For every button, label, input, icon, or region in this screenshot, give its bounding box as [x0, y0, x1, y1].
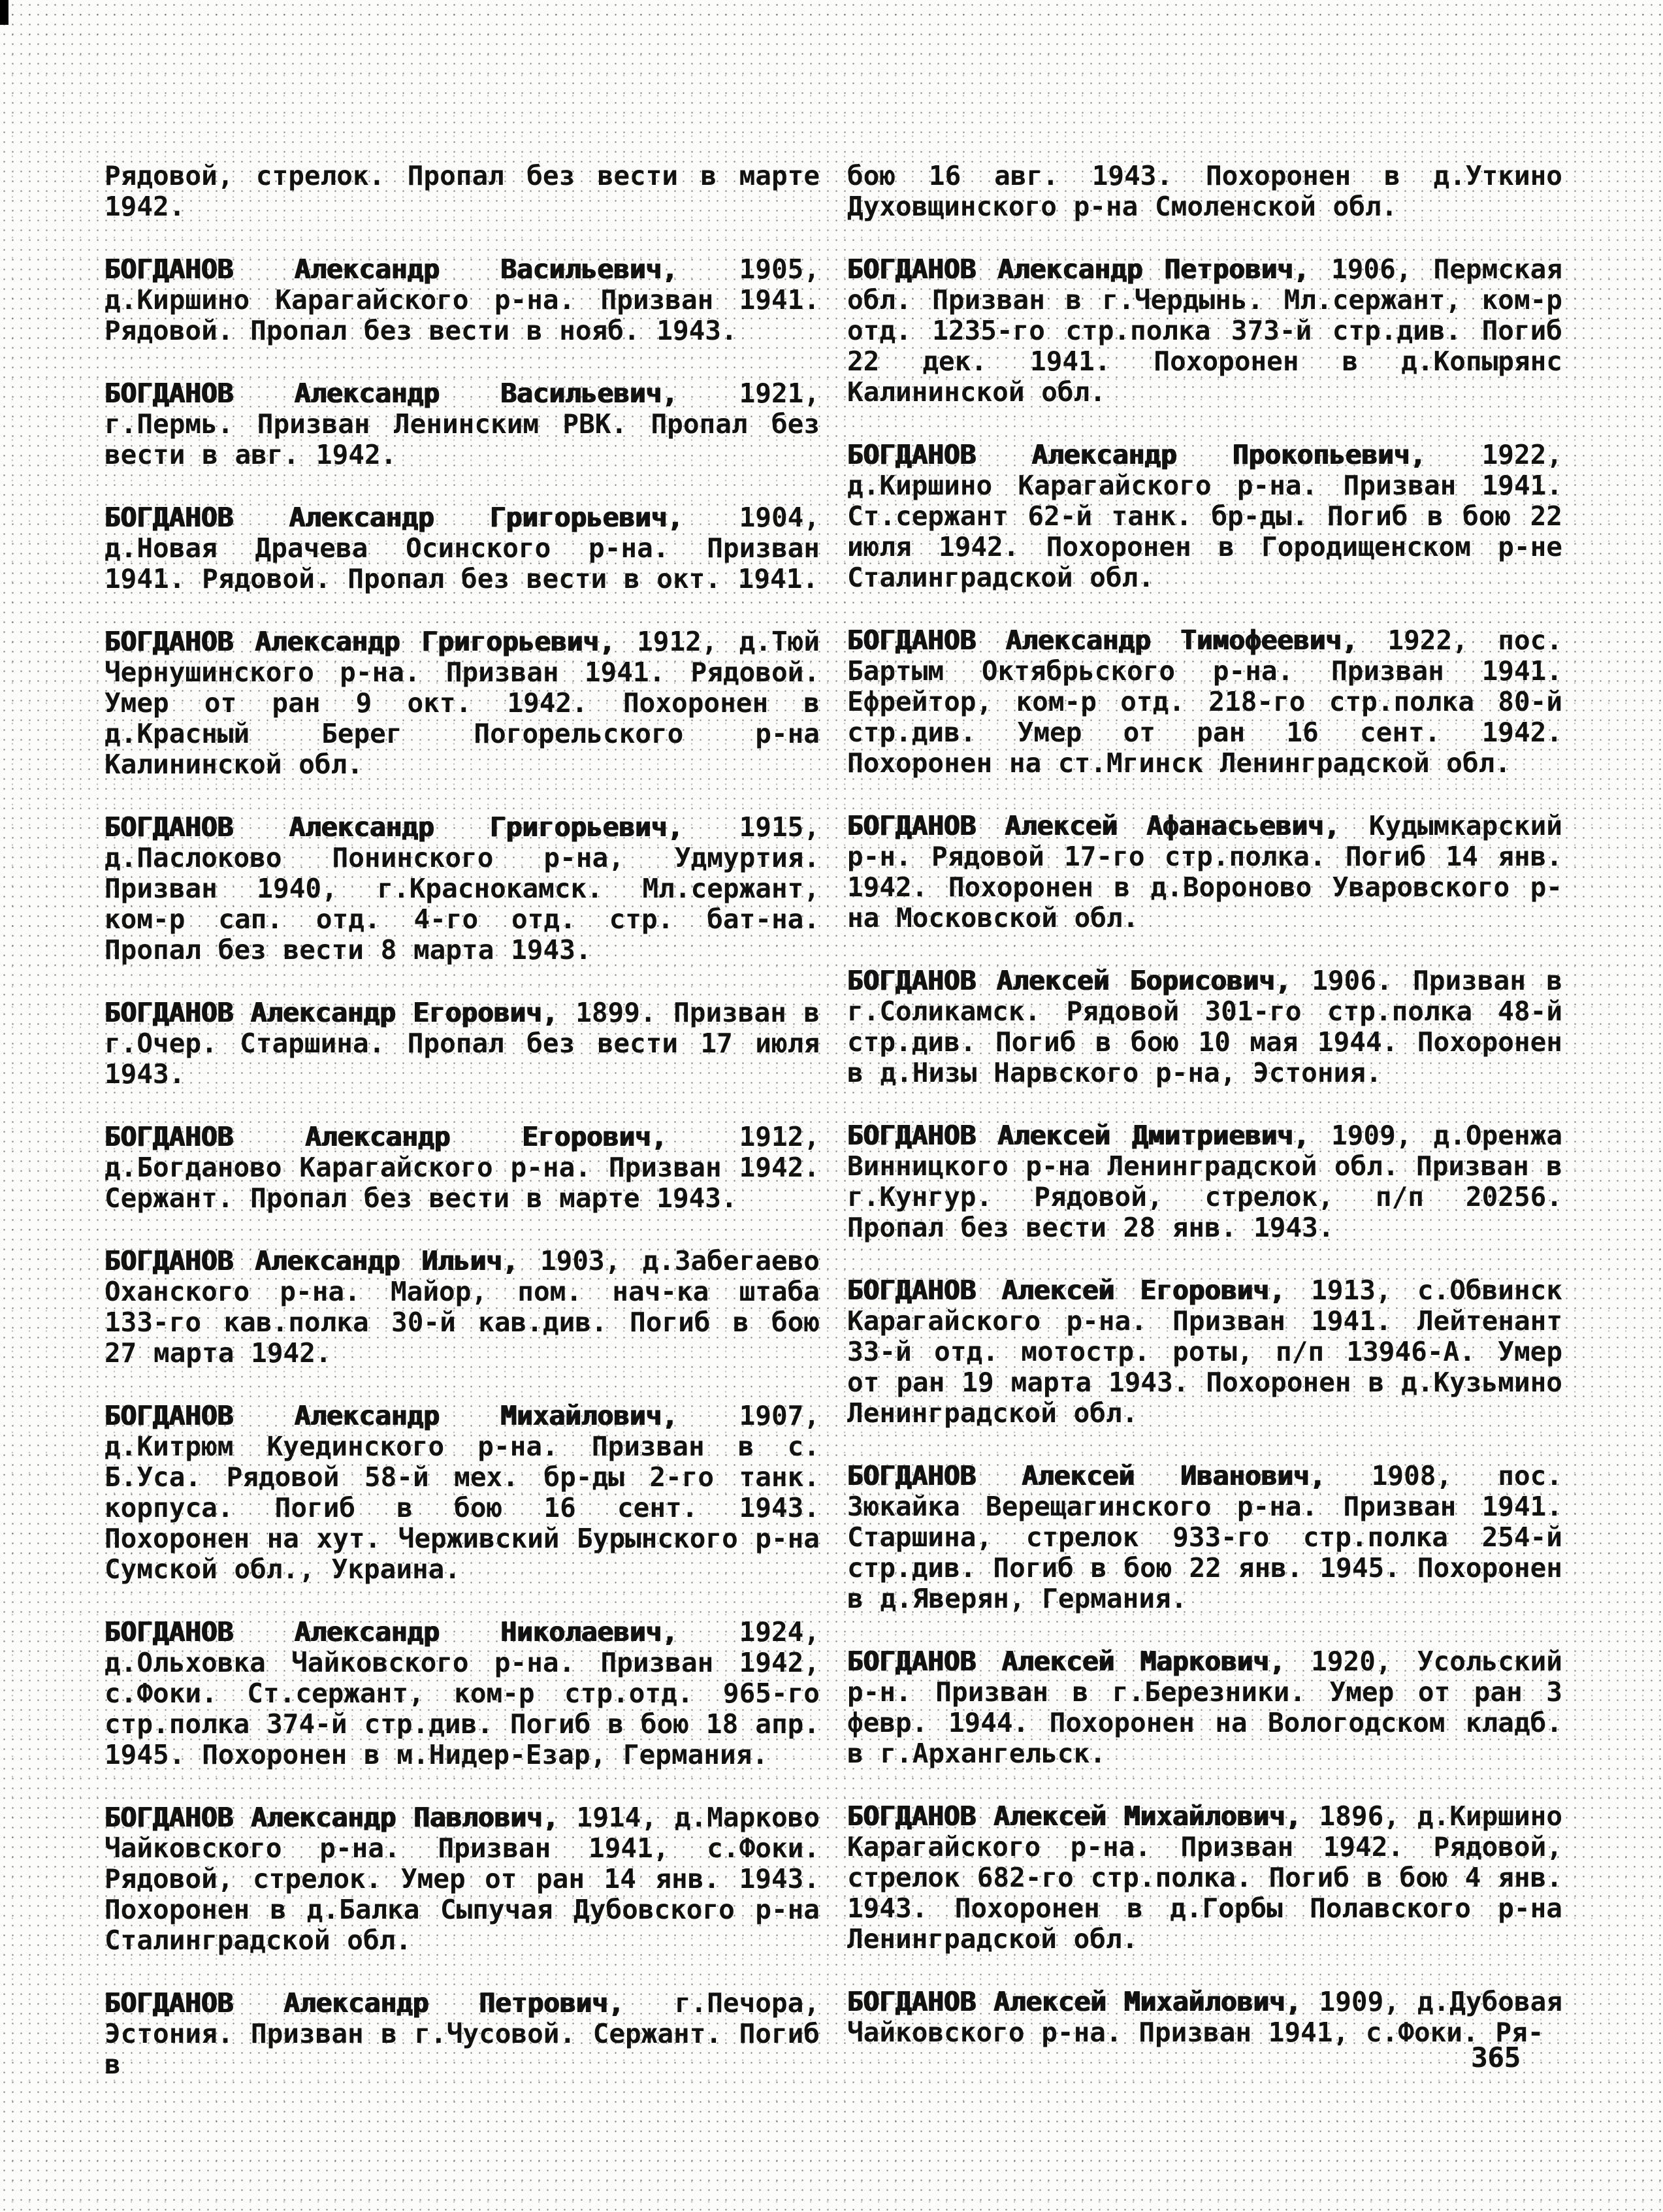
memorial-entry: БОГДАНОВ Алексей Михайлович, 1909, д.Дубовая Чайковского р-на. Призван 1941, с.Фоки. Ря-	[847, 1986, 1562, 2048]
memorial-entry: БОГДАНОВ Александр Егорович, 1912, д.Богданово Карагайского р-на. Призван 1942. Сержант. Пропал без вести в марте 1943.	[105, 1121, 820, 1214]
soldier-name: БОГДАНОВ Александр Михайлович,	[105, 1400, 739, 1431]
memorial-entry: БОГДАНОВ Александр Егорович, 1899. Призван в г.Очер. Старшина. Пропал без вести 17 июля 1943.	[105, 997, 820, 1090]
memorial-entry: БОГДАНОВ Александр Петрович, г.Печора, Эстония. Призван в г.Чусовой. Сержант. Погиб в	[105, 1987, 820, 2080]
scan-artifact-corner	[0, 0, 8, 25]
soldier-name: БОГДАНОВ Алексей Иванович,	[847, 1460, 1372, 1491]
soldier-name: БОГДАНОВ Алексей Афанасьевич,	[847, 810, 1369, 841]
soldier-name: БОГДАНОВ Александр Григорьевич,	[105, 502, 739, 533]
soldier-name: БОГДАНОВ Александр Егорович,	[105, 997, 576, 1028]
soldier-name: БОГДАНОВ Александр Васильевич,	[105, 378, 739, 409]
text-columns	[105, 161, 1562, 2112]
soldier-name: БОГДАНОВ Алексей Маркович,	[847, 1646, 1312, 1677]
memorial-entry: БОГДАНОВ Алексей Дмитриевич, 1909, д.Оренжа Винницкого р-на Ленинградской обл. Призван в г.Кунгур. Рядовой, стрелок, п/п 20256. Пропал без вести 28 янв. 1943.	[847, 1120, 1563, 1243]
page-number: 365	[1471, 2041, 1521, 2074]
memorial-entry: БОГДАНОВ Алексей Егорович, 1913, с.Обвинск Карагайского р-на. Призван 1941. Лейтенант 33-й отд. мотостр. роты, п/п 13946-А. Умер от ран 19 марта 1943. Похоронен в д.Кузьмино Ленинградской обл.	[847, 1275, 1562, 1429]
memorial-entry: БОГДАНОВ Александр Григорьевич, 1915, д.Паслоково Понинского р-на, Удмуртия. Призван 1940, г.Краснокамск. Мл.сержант, ком-р сап. отд. 4-го отд. стр. бат-на. Пропал без вести 8 марта 1943.	[105, 811, 820, 966]
memorial-entry-continuation: бою 16 авг. 1943. Похоронен в д.Уткино Духовщинского р-на Смоленской обл.	[847, 160, 1562, 222]
soldier-name: БОГДАНОВ Александр Васильевич,	[105, 253, 739, 285]
memorial-entry: БОГДАНОВ Александр Павлович, 1914, д.Марково Чайковского р-на. Призван 1941, с.Фоки. Рядовой, стрелок. Умер от ран 14 янв. 1943. Похоронен в д.Балка Сыпучая Дубовского р-на Сталинградской обл.	[105, 1802, 820, 1956]
left-column	[105, 161, 820, 2112]
memorial-entry: БОГДАНОВ Александр Прокопьевич, 1922, д.Киршино Карагайского р-на. Призван 1941. Ст.сержант 62-й танк. бр-ды. Погиб в бою 22 июля 1942. Похоронен в Городищенском р-не Сталинградской обл.	[847, 439, 1562, 593]
memorial-entry: БОГДАНОВ Алексей Маркович, 1920, Усольский р-н. Призван в г.Березники. Умер от ран 3 февр. 1944. Похоронен на Вологодском кладб. в г.Архангельск.	[847, 1646, 1562, 1769]
soldier-name: БОГДАНОВ Алексей Борисович,	[847, 965, 1312, 996]
soldier-name: БОГДАНОВ Александр Ильич,	[105, 1245, 540, 1277]
soldier-name: БОГДАНОВ Александр Тимофеевич,	[847, 625, 1388, 656]
memorial-entry: БОГДАНОВ Александр Петрович, 1906, Пермская обл. Призван в г.Чердынь. Мл.сержант, ком-р отд. 1235-го стр.полка 373-й стр.див. Погиб 22 дек. 1941. Похоронен в д.Копырянс Калининской обл.	[847, 253, 1563, 408]
soldier-name: БОГДАНОВ Александр Петрович,	[105, 1987, 675, 2019]
soldier-name: БОГДАНОВ Алексей Дмитриевич,	[847, 1120, 1332, 1151]
soldier-name: БОГДАНОВ Александр Григорьевич,	[105, 811, 739, 843]
memorial-entry: БОГДАНОВ Алексей Борисович, 1906. Призван в г.Соликамск. Рядовой 301-го стр.полка 48-й стр.див. Погиб в бою 10 мая 1944. Похоронен в д.Низы Нарвского р-на, Эстония.	[847, 965, 1563, 1088]
memorial-entry: БОГДАНОВ Александр Григорьевич, 1912, д.Тюй Чернушинского р-на. Призван 1941. Рядовой. Умер от ран 9 окт. 1942. Похоронен в д.Красный Берег Погорельского р-на Калининской обл.	[105, 626, 820, 780]
soldier-name: БОГДАНОВ Александр Петрович,	[847, 253, 1332, 285]
memorial-entry: БОГДАНОВ Александр Николаевич, 1924, д.Ольховка Чайковского р-на. Призван 1942, с.Фоки. Ст.сержант, ком-р стр.отд. 965-го стр.полка 374-й стр.див. Погиб в бою 18 апр. 1945. Похоронен в м.Нидер-Езар, Германия.	[105, 1616, 820, 1770]
memorial-entry: БОГДАНОВ Александр Григорьевич, 1904, д.Новая Драчева Осинского р-на. Призван 1941. Рядовой. Пропал без вести в окт. 1941.	[105, 502, 820, 594]
soldier-name: БОГДАНОВ Александр Прокопьевич,	[847, 439, 1482, 470]
soldier-name: БОГДАНОВ Алексей Михайлович,	[847, 1986, 1319, 2017]
memorial-entry-continuation: Рядовой, стрелок. Пропал без вести в марте 1942.	[105, 160, 820, 222]
memorial-entry: БОГДАНОВ Александр Михайлович, 1907, д.Китрюм Куединского р-на. Призван в с. Б.Уса. Рядовой 58-й мех. бр-ды 2-го танк. корпуса. Погиб в бою 16 сент. 1943. Похоронен на хут. Черживский Бурынского р-на Сумской обл., Украина.	[105, 1400, 820, 1585]
soldier-name: БОГДАНОВ Александр Николаевич,	[105, 1616, 739, 1648]
memorial-entry: БОГДАНОВ Алексей Афанасьевич, Кудымкарский р-н. Рядовой 17-го стр.полка. Погиб 14 янв. 1942. Похоронен в д.Вороново Уваровского р-на Московской обл.	[847, 810, 1562, 934]
soldier-name: БОГДАНОВ Алексей Михайлович,	[847, 1800, 1319, 1832]
memorial-entry: БОГДАНОВ Александр Васильевич, 1905, д.Киршино Карагайского р-на. Призван 1941. Рядовой. Пропал без вести в нояб. 1943.	[105, 253, 820, 346]
memorial-entry: БОГДАНОВ Алексей Михайлович, 1896, д.Киршино Карагайского р-на. Призван 1942. Рядовой, стрелок 682-го стр.полка. Погиб в бою 4 янв. 1943. Похоронен в д.Горбы Полавского р-на Ленинградской обл.	[847, 1800, 1562, 1955]
soldier-name: БОГДАНОВ Александр Егорович,	[105, 1121, 739, 1152]
memorial-entry: БОГДАНОВ Александр Ильич, 1903, д.Забегаево Оханского р-на. Майор, пом. нач-ка штаба 133-го кав.полка 30-й кав.див. Погиб в бою 27 марта 1942.	[105, 1245, 820, 1369]
memorial-entry: БОГДАНОВ Александр Васильевич, 1921, г.Пермь. Призван Ленинским РВК. Пропал без вести в авг. 1942.	[105, 378, 820, 470]
memorial-entry: БОГДАНОВ Александр Тимофеевич, 1922, пос. Бартым Октябрьского р-на. Призван 1941. Ефрейтор, ком-р отд. 218-го стр.полка 80-й стр.див. Умер от ран 16 сент. 1942. Похоронен на ст.Мгинск Ленинградской обл.	[847, 625, 1562, 779]
soldier-name: БОГДАНОВ Алексей Егорович,	[847, 1275, 1312, 1306]
memorial-entry: БОГДАНОВ Алексей Иванович, 1908, пос. Зюкайка Верещагинского р-на. Призван 1941. Старшина, стрелок 933-го стр.полка 254-й стр.див. Погиб в бою 22 янв. 1945. Похоронен в д.Яверян, Германия.	[847, 1460, 1562, 1614]
right-column	[847, 161, 1562, 2112]
soldier-name: БОГДАНОВ Александр Павлович,	[105, 1802, 577, 1833]
soldier-name: БОГДАНОВ Александр Григорьевич,	[105, 626, 638, 657]
